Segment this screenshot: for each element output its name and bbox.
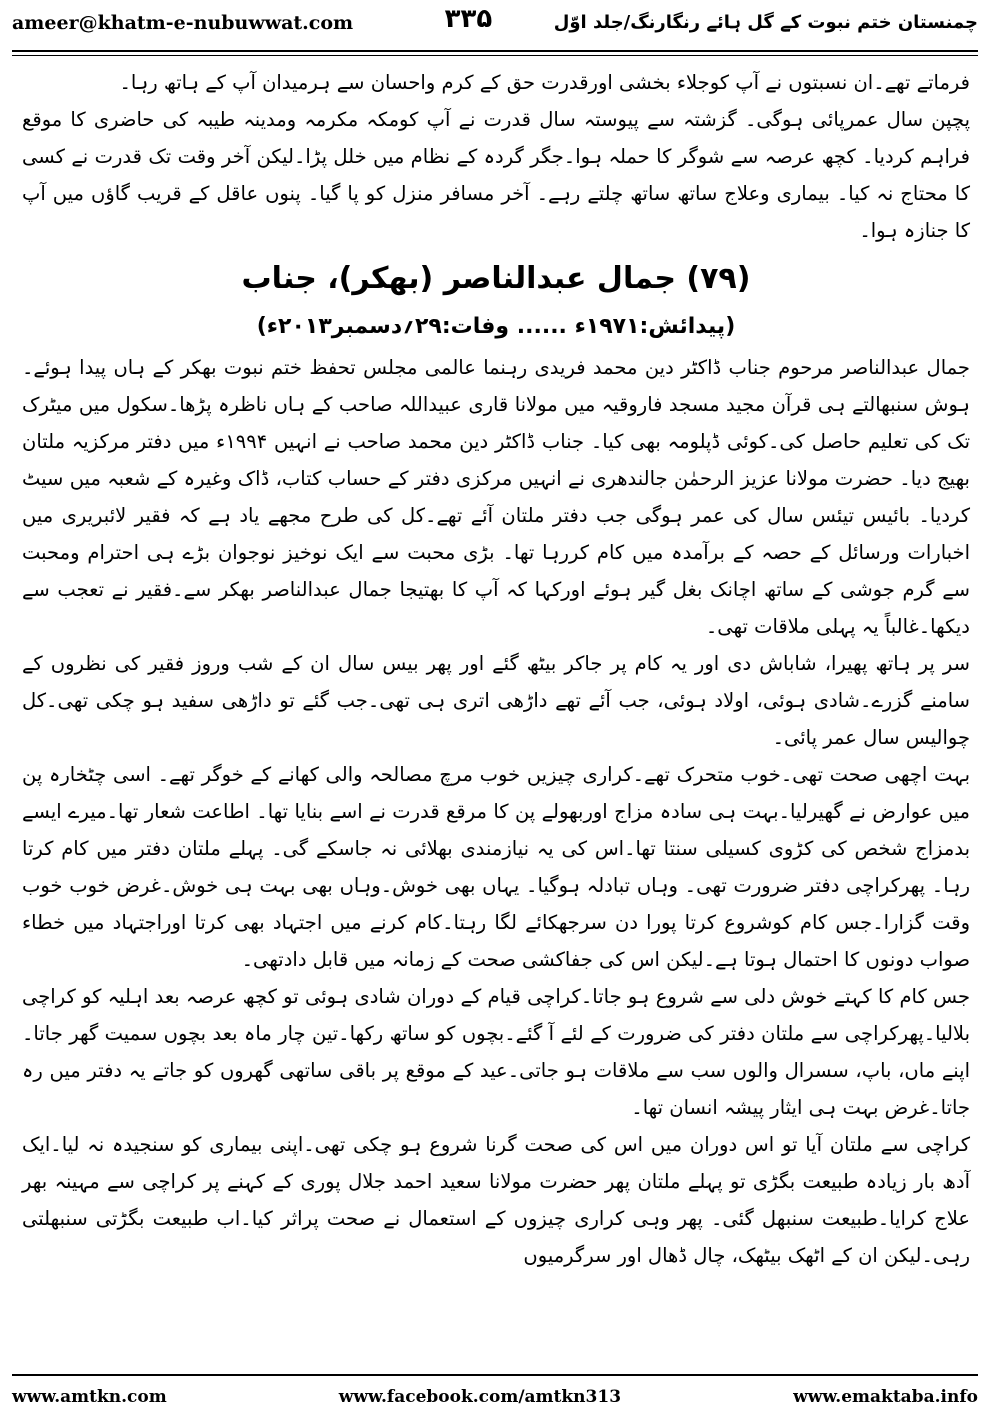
page-number: ۳۳۵ [444, 4, 493, 34]
page-footer [12, 1382, 978, 1412]
body-paragraph: کراچی سے ملتان آیا تو اس دوران میں اس کی صحت گرنا شروع ہو چکی تھی۔اپنی بیماری کو سنجیدہ نہ لیا۔ایک آدھ بار زیادہ طبیعت بگڑی تو پہلے ملتان پھر حضرت مولانا سعید احمد جلال پوری کے کہنے پر کراچی سے مہینہ بھر علاج کرایا۔طبیعت سنبھل گئی۔ پھر وہی کراری چیزوں کے استعمال نے صحت پراثر کیا۔اب طبیعت بگڑتی سنبھلتی رہی۔لیکن ان کے اٹھک بیٹھک، چال ڈھال اور سرگرمیوں [22, 1133, 970, 1267]
section-heading: (۷۹) جمال عبدالناصر (بھکر)، جناب [241, 261, 751, 296]
footer-link-left[interactable]: www.amtkn.com [12, 1387, 167, 1407]
header-rule [12, 50, 978, 52]
intro-paragraph: پچپن سال عمرپائی ہوگی۔ گزشتہ سے پیوستہ سال قدرت نے آپ کومکہ مکرمہ ومدینہ طیبہ کی حاضری کا موقع فراہم کردیا۔ کچھ عرصہ سے شوگر کا حملہ ہوا۔جگر گردہ کے نظام میں خلل پڑا۔لیکن آخر وقت تک قدرت نے کسی کا محتاج نہ کیا۔ بیماری وعلاج ساتھ ساتھ چلتے رہے۔ آخر مسافر منزل کو پا گیا۔ پنوں عاقل کے قریب گاؤں میں آپ کا جنازہ ہوا۔ [22, 108, 970, 242]
dates-line: (پیدائش:۱۹۷۱ء ...... وفات:۲۹؍دسمبر۲۰۱۳ء) [256, 314, 736, 339]
page-header [12, 0, 978, 50]
book-title: چمنستان ختم نبوت کے گل ہائے رنگارنگ/جلد اوّل [553, 12, 978, 33]
body-paragraph: سر پر ہاتھ پھیرا، شاباش دی اور یہ کام پر جاکر بیٹھ گئے اور پھر بیس سال ان کے شب وروز فقیر کی نظروں کے سامنے گزرے۔شادی ہوئی، اولاد ہوئی، جب آئے تھے داڑھی اتری ہی تھی۔جب گئے تو داڑھی سفید ہو چکی تھی۔کل چوالیس سال عمر پائی۔ [22, 652, 970, 749]
footer-link-center[interactable]: www.facebook.com/amtkn313 [338, 1387, 622, 1407]
footer-rule [12, 1374, 978, 1376]
footer-link-right[interactable]: www.emaktaba.info [793, 1387, 978, 1407]
header-email: ameer@khatm-e-nubuwwat.com [12, 12, 354, 34]
body-paragraph: بہت اچھی صحت تھی۔خوب متحرک تھے۔کراری چیزیں خوب مرچ مصالحہ والی کھانے کے خوگر تھے۔ اسی چٹخارہ پن میں عوارض نے گھیرلیا۔بہت ہی سادہ مزاج اوربھولے پن کا مرقع قدرت نے اسے بنایا تھا۔ اطاعت شعار تھا۔میرے ایسے بدمزاج شخص کی کڑوی کسیلی سنتا تھا۔اس کی یہ نیازمندی بھلائی نہ جاسکے گی۔ پہلے ملتان دفتر میں کام کرتا رہا۔ پھرکراچی دفتر ضرورت تھی۔ وہاں تبادلہ ہوگیا۔ یہاں بھی خوش۔وہاں بھی بہت ہی خوش۔غرض خوب خوب وقت گزارا۔جس کام کوشروع کرتا پورا دن سرجھکائے لگا رہتا۔کام کرنے میں اجتہاد بھی کرتا اوراجتہاد میں خطاء صواب دونوں کا احتمال ہوتا ہے۔لیکن اس کی جفاکشی صحت کے زمانہ میں قابل دادتھی۔ [22, 763, 970, 971]
header-rule-thin [12, 55, 978, 56]
body-paragraph: جمال عبدالناصر مرحوم جناب ڈاکٹر دین محمد فریدی رہنما عالمی مجلس تحفظ ختم نبوت بھکر کے ہاں پیدا ہوئے۔ہوش سنبھالتے ہی قرآن مجید مسجد فاروقیہ میں مولانا قاری عبیداللہ صاحب کے ہاں ناظرہ پڑھا۔سکول میں میٹرک تک کی تعلیم حاصل کی۔کوئی ڈپلومہ بھی کیا۔ جناب ڈاکٹر دین محمد صاحب نے انہیں ۱۹۹۴ء میں دفتر مرکزیہ ملتان بھیج دیا۔ حضرت مولانا عزیز الرحمٰن جالندھری نے انہیں مرکزی دفتر کے حساب کتاب، ڈاک وغیرہ کے شعبہ میں سیٹ کردیا۔ بائیس تیئس سال کی عمر ہوگی جب دفتر ملتان آئے تھے۔کل کی طرح مجھے یاد ہے کہ فقیر لائبریری میں اخبارات ورسائل کے حصہ کے برآمدہ میں کام کررہا تھا۔ بڑی محبت سے ایک نوخیز نوجوان بڑے ہی احترام ومحبت سے گرم جوشی کے ساتھ اچانک بغل گیر ہوئے اورکہا کہ آپ کا بھتیجا جمال عبدالناصر بھکر سے۔فقیر نے تعجب سے دیکھا۔غالباً یہ پہلی ملاقات تھی۔ [22, 356, 970, 638]
intro-paragraph: فرماتے تھے۔ان نسبتوں نے آپ کوجلاء بخشی اورقدرت حق کے کرم واحسان سے ہرمیدان آپ کے ہاتھ رہا۔ [119, 71, 970, 94]
body-paragraph: جس کام کا کہتے خوش دلی سے شروع ہو جاتا۔کراچی قیام کے دوران شادی ہوئی تو کچھ عرصہ بعد اہلیہ کو کراچی بلالیا۔پھرکراچی سے ملتان دفتر کی ضرورت کے لئے آ گئے۔بچوں کو ساتھ رکھا۔تین چار ماہ بعد بچوں سمیت گھر جاتا۔اپنے ماں، باپ، سسرال والوں سب سے ملاقات ہو جاتی۔عید کے موقع پر باقی ساتھی گھروں کو جاتے یہ دفتر میں رہ جاتا۔غرض بہت ہی ایثار پیشہ انسان تھا۔ [22, 985, 970, 1119]
page-content [22, 64, 970, 1274]
